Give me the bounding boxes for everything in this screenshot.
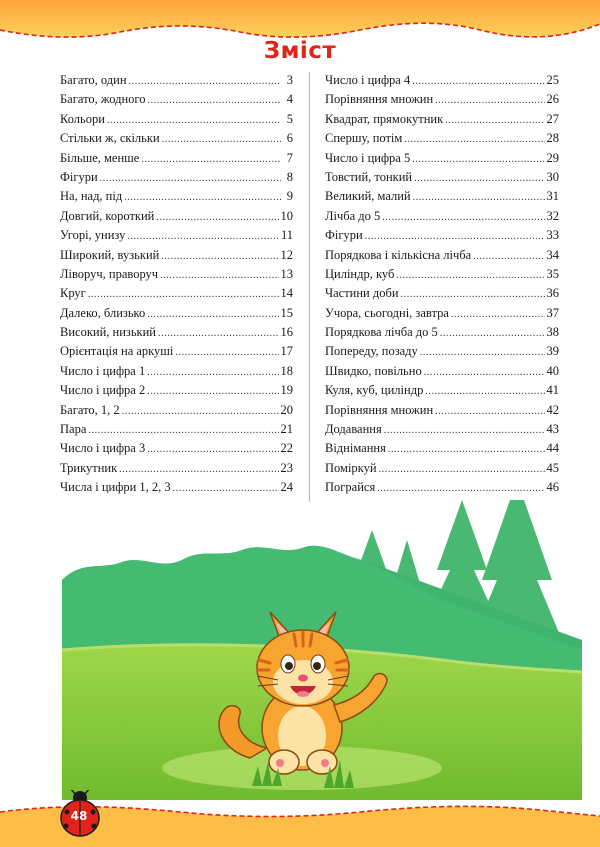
toc-dot-leader [451, 309, 545, 320]
toc-entry [60, 151, 293, 170]
toc-entry-page: 43 [546, 422, 559, 437]
toc-entry [325, 403, 559, 422]
toc-dot-leader [147, 367, 278, 378]
toc-entry [325, 248, 559, 267]
toc-right-column [325, 73, 559, 500]
toc-entry [325, 306, 559, 325]
toc-entry [325, 267, 559, 286]
toc-entry-page: 32 [546, 208, 559, 223]
toc-entry-page: 38 [546, 325, 559, 340]
toc-entry-title: Більше, менше [60, 150, 140, 165]
toc-dot-leader [173, 483, 279, 494]
toc-entry [325, 189, 559, 208]
toc-entry-page: 39 [546, 344, 559, 359]
toc-entry [60, 92, 293, 111]
toc-dot-leader [100, 173, 281, 184]
toc-dot-leader [379, 464, 545, 475]
toc-entry-title: Далеко, близько [60, 305, 146, 320]
toc-entry-title: Ліворуч, праворуч [60, 266, 159, 281]
toc-dot-leader [412, 76, 544, 87]
toc-dot-leader [160, 270, 278, 281]
toc-dot-leader [107, 115, 281, 126]
toc-dot-leader [396, 270, 544, 281]
toc-dot-leader [156, 212, 278, 223]
toc-entry [60, 189, 293, 208]
toc-entry-page: 4 [286, 92, 293, 107]
toc-entry [60, 383, 293, 402]
toc-entry-page: 23 [280, 460, 293, 475]
toc-dot-leader [122, 406, 279, 417]
toc-dot-leader [424, 367, 545, 378]
toc-entry-page: 22 [280, 441, 293, 456]
toc-entry [325, 112, 559, 131]
toc-dot-leader [435, 406, 544, 417]
toc-entry [325, 422, 559, 441]
toc-dot-leader [141, 154, 281, 165]
toc-dot-leader [377, 483, 544, 494]
toc-entry [60, 441, 293, 460]
toc-dot-leader [420, 347, 545, 358]
toc-entry-page: 16 [280, 325, 293, 340]
toc-entry-title: Угорі, унизу [60, 228, 126, 243]
toc-dot-leader [384, 425, 545, 436]
toc-entry [325, 441, 559, 460]
toc-entry-title: Віднімання [325, 441, 386, 456]
toc-entry-page: 15 [280, 305, 293, 320]
toc-entry-page: 45 [546, 460, 559, 475]
toc-entry-title: Циліндр, куб [325, 266, 395, 281]
toc-entry-page: 33 [546, 228, 559, 243]
toc-entry-page: 20 [280, 402, 293, 417]
toc-entry-title: Круг [60, 286, 86, 301]
toc-entry-title: Число і цифра 5 [325, 150, 411, 165]
toc-entry [60, 461, 293, 480]
toc-entry [325, 228, 559, 247]
toc-entry-page: 8 [286, 169, 293, 184]
toc-entry-page: 11 [280, 228, 293, 243]
toc-entry-page: 28 [546, 131, 559, 146]
toc-dot-leader [88, 425, 278, 436]
toc-entry-page: 31 [546, 189, 559, 204]
toc-entry [60, 422, 293, 441]
toc-entry-page: 29 [546, 150, 559, 165]
toc-entry-title: Великий, малий [325, 189, 411, 204]
toc-dot-leader [388, 444, 545, 455]
toc-entry-title: Частини доби [325, 286, 399, 301]
toc-dot-leader [147, 386, 278, 397]
toc-entry-page: 24 [280, 480, 293, 495]
toc-entry [325, 383, 559, 402]
toc-entry [60, 403, 293, 422]
toc-entry [325, 461, 559, 480]
toc-entry-title: Числа і цифри 1, 2, 3 [60, 480, 171, 495]
toc-entry-page: 18 [280, 363, 293, 378]
toc-dot-leader [404, 134, 544, 145]
toc-entry-title: Багато, 1, 2 [60, 402, 120, 417]
toc-entry-title: Лічба до 5 [325, 208, 381, 223]
toc-entry-page: 13 [280, 266, 293, 281]
toc-entry-page: 7 [286, 150, 293, 165]
toc-entry-page: 19 [280, 383, 293, 398]
toc-entry-page: 21 [280, 422, 293, 437]
toc-dot-leader [412, 154, 544, 165]
toc-entry-title: Число і цифра 2 [60, 383, 146, 398]
toc-entry [60, 73, 293, 92]
toc-entry [325, 131, 559, 150]
toc-dot-leader [413, 192, 545, 203]
toc-entry-title: Фігури [325, 228, 363, 243]
toc-dot-leader [435, 95, 544, 106]
toc-dot-leader [147, 309, 278, 320]
toc-entry-page: 17 [280, 344, 293, 359]
toc-entry-page: 9 [286, 189, 293, 204]
toc-dot-leader [162, 134, 281, 145]
toc-entry [325, 325, 559, 344]
toc-entry-title: Швидко, повільно [325, 363, 422, 378]
toc-dot-leader [175, 347, 278, 358]
toc-entry [60, 112, 293, 131]
toc-entry-title: Спершу, потім [325, 131, 403, 146]
toc-entry-page: 44 [546, 441, 559, 456]
toc-entry [60, 248, 293, 267]
toc-entry-page: 3 [286, 73, 293, 87]
toc-entry-title: Порядкова лічба до 5 [325, 325, 438, 340]
toc-entry [325, 209, 559, 228]
toc-entry-title: Число і цифра 4 [325, 73, 411, 87]
toc-entry-title: Число і цифра 1 [60, 363, 146, 378]
column-divider [309, 72, 310, 502]
toc-entry [325, 73, 559, 92]
toc-dot-leader [365, 231, 545, 242]
toc-dot-leader [414, 173, 544, 184]
toc-entry-title: Стільки ж, скільки [60, 131, 160, 146]
toc-dot-leader [88, 289, 279, 300]
toc-entry-title: Поміркуй [325, 460, 377, 475]
toc-entry-title: Куля, куб, циліндр [325, 383, 424, 398]
toc-entry-page: 26 [546, 92, 559, 107]
forest-illustration [62, 500, 582, 800]
toc-entry-page: 27 [546, 111, 559, 126]
toc-entry [60, 286, 293, 305]
toc-entry-title: Трикутник [60, 460, 118, 475]
toc-dot-leader [473, 251, 544, 262]
toc-entry-page: 6 [286, 131, 293, 146]
toc-entry [325, 344, 559, 363]
toc-entry-title: Пограйся [325, 480, 376, 495]
toc-entry-page: 36 [546, 286, 559, 301]
toc-entry [325, 364, 559, 383]
toc-entry-title: Орієнтація на аркуші [60, 344, 174, 359]
toc-entry-page: 34 [546, 247, 559, 262]
toc-dot-leader [425, 386, 544, 397]
toc-entry-page: 42 [546, 402, 559, 417]
toc-dot-leader [440, 328, 545, 339]
toc-entry-title: Порівняння множин [325, 92, 434, 107]
toc-dot-leader [445, 115, 544, 126]
toc-entry-title: Товстий, тонкий [325, 169, 413, 184]
page-number: 48 [70, 809, 88, 823]
toc-dot-leader [401, 289, 545, 300]
toc-entry [60, 170, 293, 189]
toc-entry [60, 344, 293, 363]
toc-entry-page: 35 [546, 266, 559, 281]
toc-entry [325, 170, 559, 189]
toc-dot-leader [129, 76, 281, 87]
toc-entry-title: Широкий, вузький [60, 247, 160, 262]
toc-entry [60, 480, 293, 499]
toc-entry [60, 228, 293, 247]
toc-entry [60, 267, 293, 286]
toc-entry-title: Багато, жодного [60, 92, 146, 107]
toc-entry-title: Додавання [325, 422, 382, 437]
toc-entry [60, 364, 293, 383]
toc-entry [325, 286, 559, 305]
toc-dot-leader [127, 231, 279, 242]
toc-entry-title: Пара [60, 422, 87, 437]
toc-entry-title: Фігури [60, 169, 98, 184]
toc-entry-page: 37 [546, 305, 559, 320]
toc-entry-page: 10 [280, 208, 293, 223]
toc-entry [60, 131, 293, 150]
toc-entry [60, 306, 293, 325]
toc-entry-page: 40 [546, 363, 559, 378]
toc-entry [60, 209, 293, 228]
toc-dot-leader [382, 212, 544, 223]
toc-entry-title: Порівняння множин [325, 402, 434, 417]
toc-entry-page: 12 [280, 247, 293, 262]
toc-entry-page: 25 [546, 73, 559, 87]
toc-dot-leader [147, 444, 278, 455]
page-title: Зміст [263, 38, 337, 64]
toc-left-column [60, 73, 293, 500]
toc-entry-page: 14 [280, 286, 293, 301]
toc-dot-leader [147, 95, 281, 106]
toc-entry [325, 92, 559, 111]
toc-entry-title: Попереду, позаду [325, 344, 418, 359]
toc-entry-title: Високий, низький [60, 325, 156, 340]
toc-entry [325, 480, 559, 499]
toc-entry-page: 30 [546, 169, 559, 184]
toc-entry-title: На, над, під [60, 189, 123, 204]
toc-entry [60, 325, 293, 344]
toc-entry-title: Порядкова і кількісна лічба [325, 247, 472, 262]
toc-entry-title: Багато, один [60, 73, 127, 87]
toc-entry-title: Число і цифра 3 [60, 441, 146, 456]
toc-entry-page: 46 [546, 480, 559, 495]
toc-dot-leader [161, 251, 278, 262]
toc-entry-title: Квадрат, прямокутник [325, 111, 444, 126]
toc-entry-page: 41 [546, 383, 559, 398]
toc-entry [325, 151, 559, 170]
toc-dot-leader [124, 192, 281, 203]
toc-entry-title: Кольори [60, 111, 105, 126]
toc-dot-leader [119, 464, 278, 475]
toc-entry-title: Учора, сьогодні, завтра [325, 305, 449, 320]
toc-entry-title: Довгий, короткий [60, 208, 155, 223]
toc-dot-leader [158, 328, 279, 339]
toc-entry-page: 5 [286, 111, 293, 126]
